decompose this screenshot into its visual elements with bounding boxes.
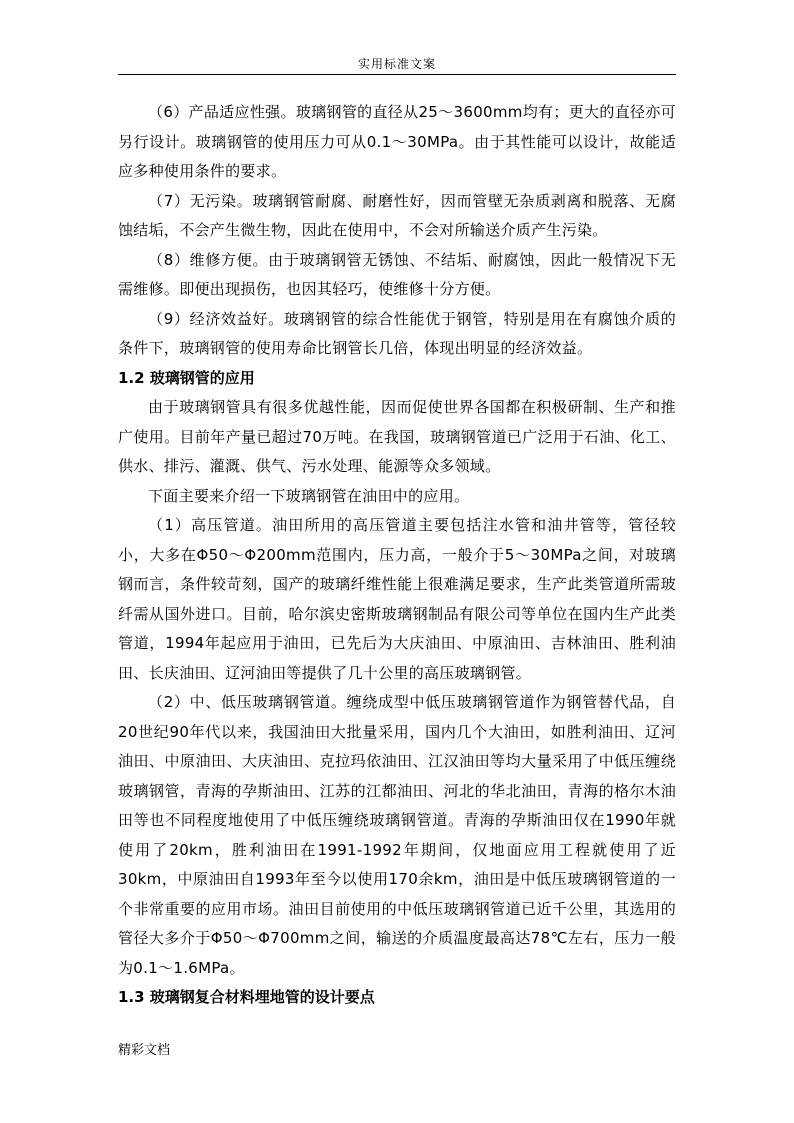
paragraph-medium-low-pressure-pipes: （2）中、低压玻璃钢管道。缠绕成型中低压玻璃钢管道作为钢管替代品，自20世纪90年代以来，我国油田大批量采用，国内几个大油田，如胜利油田、辽河油田、中原油田、大庆油田、克拉玛依油田、江汉油田等均大量采用了中低压缠绕玻璃钢管，青海的孕斯油田、江苏的江都油田、河北的华北油田，青海的格尔木油田等也不同程度地使用了中低压缠绕玻璃钢管道。青海的孕斯油田仅在1990年就使用了20km，胜利油田在1991-1992年期间，仅地面应用工程就使用了近30km，中原油田自1993年至今以使用170余km，油田是中低压玻璃钢管道的一个非常重要的应用市场。油田目前使用的中低压玻璃钢管道已近千公里，其选用的管径大多介于Φ50～Φ700mm之间，输送的介质温度最高达78℃左右，压力一般为0.1～1.6MPa。 <box>118 693 676 977</box>
paragraph-product-adaptability: （6）产品适应性强。玻璃钢管的直径从25～3600mm均有；更大的直径亦可另行设计。玻璃钢管的使用压力可从0.1～30MPa。由于其性能可以设计，故能适应多种使用条件的要求。 <box>118 103 676 180</box>
page-footer: 精彩文档 <box>118 1043 171 1058</box>
paragraph-easy-maintenance: （8）维修方便。由于玻璃钢管无锈蚀、不结垢、耐腐蚀，因此一般情况下无需维修。即便出现损伤，也因其轻巧，使维修十分方便。 <box>118 250 676 298</box>
paragraph-high-pressure-pipes: （1）高压管道。油田所用的高压管道主要包括注水管和油井管等，管径较小，大多在Φ50～Φ200mm范围内，压力高，一般介于5～30MPa之间，对玻璃钢而言，条件较苛刻，国产的玻璃纤维性能上很难满足要求，生产此类管道所需玻纤需从国外进口。目前，哈尔滨史密斯玻璃钢制品有限公司等单位在国内生产此类管道，1994年起应用于油田，已先后为大庆油田、中原油田、吉林油田、胜利油田、长庆油田、辽河油田等提供了几十公里的高压玻璃钢管。 <box>118 516 676 682</box>
section-heading-buried-pipe-design: 1.3 玻璃钢复合材料埋地管的设计要点 <box>118 988 375 1006</box>
document-body <box>118 98 676 1013</box>
paragraph-no-pollution: （7）无污染。玻璃钢管耐腐、耐磨性好，因而管壁无杂质剥离和脱落、无腐蚀结垢，不会产生微生物，因此在使用中，不会对所输送介质产生污染。 <box>118 191 676 239</box>
section-heading-applications: 1.2 玻璃钢管的应用 <box>118 368 255 387</box>
paragraph-economic-benefit: （9）经济效益好。玻璃钢管的综合性能优于钢管，特别是用在有腐蚀介质的条件下，玻璃钢管的使用寿命比钢管长几倍，体现出明显的经济效益。 <box>118 309 676 357</box>
paragraph-applications-intro: 由于玻璃钢管具有很多优越性能，因而促使世界各国都在积极研制、生产和推广使用。目前年产量已超过70万吨。在我国，玻璃钢管道已广泛用于石油、化工、供水、排污、灌溉、供气、污水处理、能源等众多领域。 <box>118 398 676 475</box>
paragraph-oilfield-intro: 下面主要来介绍一下玻璃钢管在油田中的应用。 <box>148 486 470 505</box>
header-rule <box>118 74 676 75</box>
page-header: 实用标准文案 <box>357 57 436 71</box>
